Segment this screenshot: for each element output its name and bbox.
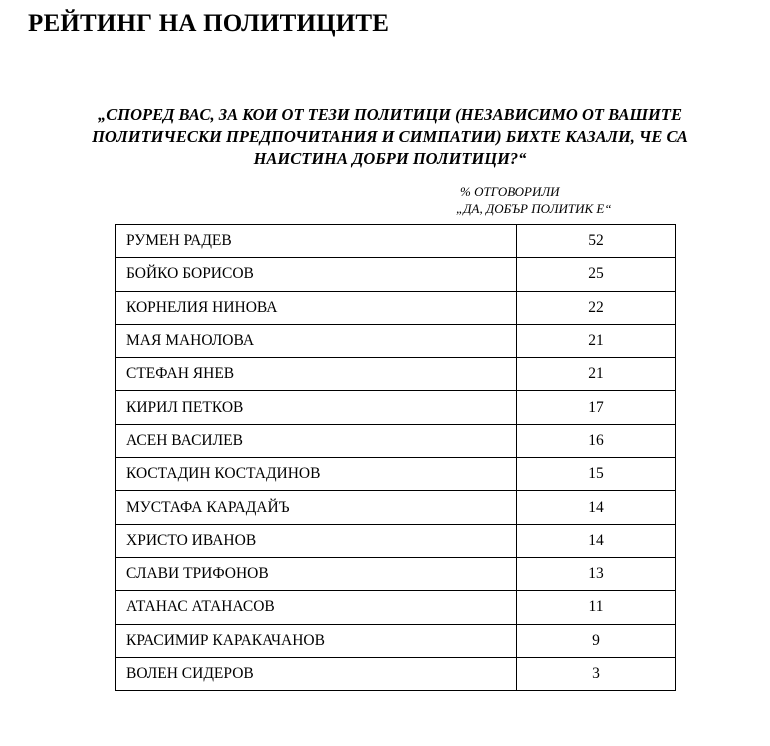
rating-value: 21 [517,358,676,391]
table-row [116,358,676,391]
question-line-2: ПОЛИТИЧЕСКИ ПРЕДПОЧИТАНИЯ И СИМПАТИИ) БИХТЕ КАЗАЛИ, ЧЕ СА [92,127,688,146]
table-row [116,324,676,357]
table-row [116,258,676,291]
rating-value: 16 [517,424,676,457]
rating-value: 52 [517,225,676,258]
rating-table [115,224,676,691]
politician-name: ХРИСТО ИВАНОВ [116,524,517,557]
politician-name: АТАНАС АТАНАСОВ [116,591,517,624]
politician-name: РУМЕН РАДЕВ [116,225,517,258]
question-line-1: „СПОРЕД ВАС, ЗА КОИ ОТ ТЕЗИ ПОЛИТИЦИ (НЕЗАВИСИМО ОТ ВАШИТЕ [98,105,682,124]
question-line-3: НАИСТИНА ДОБРИ ПОЛИТИЦИ?“ [253,149,527,168]
rating-value: 25 [517,258,676,291]
column-header-line-1: % ОТГОВОРИЛИ [460,184,560,199]
survey-question [40,104,740,170]
politician-name: КОРНЕЛИЯ НИНОВА [116,291,517,324]
politician-name: СЛАВИ ТРИФОНОВ [116,557,517,590]
politician-name: АСЕН ВАСИЛЕВ [116,424,517,457]
table-row [116,458,676,491]
table-row [116,524,676,557]
rating-value: 11 [517,591,676,624]
rating-value: 13 [517,557,676,590]
table-row [116,491,676,524]
rating-value: 15 [517,458,676,491]
politician-name: МАЯ МАНОЛОВА [116,324,517,357]
rating-table-body [116,225,676,691]
table-row [116,557,676,590]
politician-name: КРАСИМИР КАРАКАЧАНОВ [116,624,517,657]
politician-name: КИРИЛ ПЕТКОВ [116,391,517,424]
rating-value: 9 [517,624,676,657]
page-title: РЕЙТИНГ НА ПОЛИТИЦИТЕ [28,10,390,37]
politician-name: ВОЛЕН СИДЕРОВ [116,657,517,690]
table-row [116,225,676,258]
table-row [116,624,676,657]
rating-value: 14 [517,491,676,524]
politician-name: БОЙКО БОРИСОВ [116,258,517,291]
table-row [116,291,676,324]
rating-value: 17 [517,391,676,424]
table-row [116,657,676,690]
rating-value: 21 [517,324,676,357]
politician-name: КОСТАДИН КОСТАДИНОВ [116,458,517,491]
rating-value: 22 [517,291,676,324]
value-column-header [456,183,612,217]
politician-name: СТЕФАН ЯНЕВ [116,358,517,391]
table-row [116,391,676,424]
politician-name: МУСТАФА КАРАДАЙЪ [116,491,517,524]
table-row [116,424,676,457]
rating-value: 3 [517,657,676,690]
column-header-line-2: „ДА, ДОБЪР ПОЛИТИК Е“ [456,201,612,216]
table-row [116,591,676,624]
rating-value: 14 [517,524,676,557]
